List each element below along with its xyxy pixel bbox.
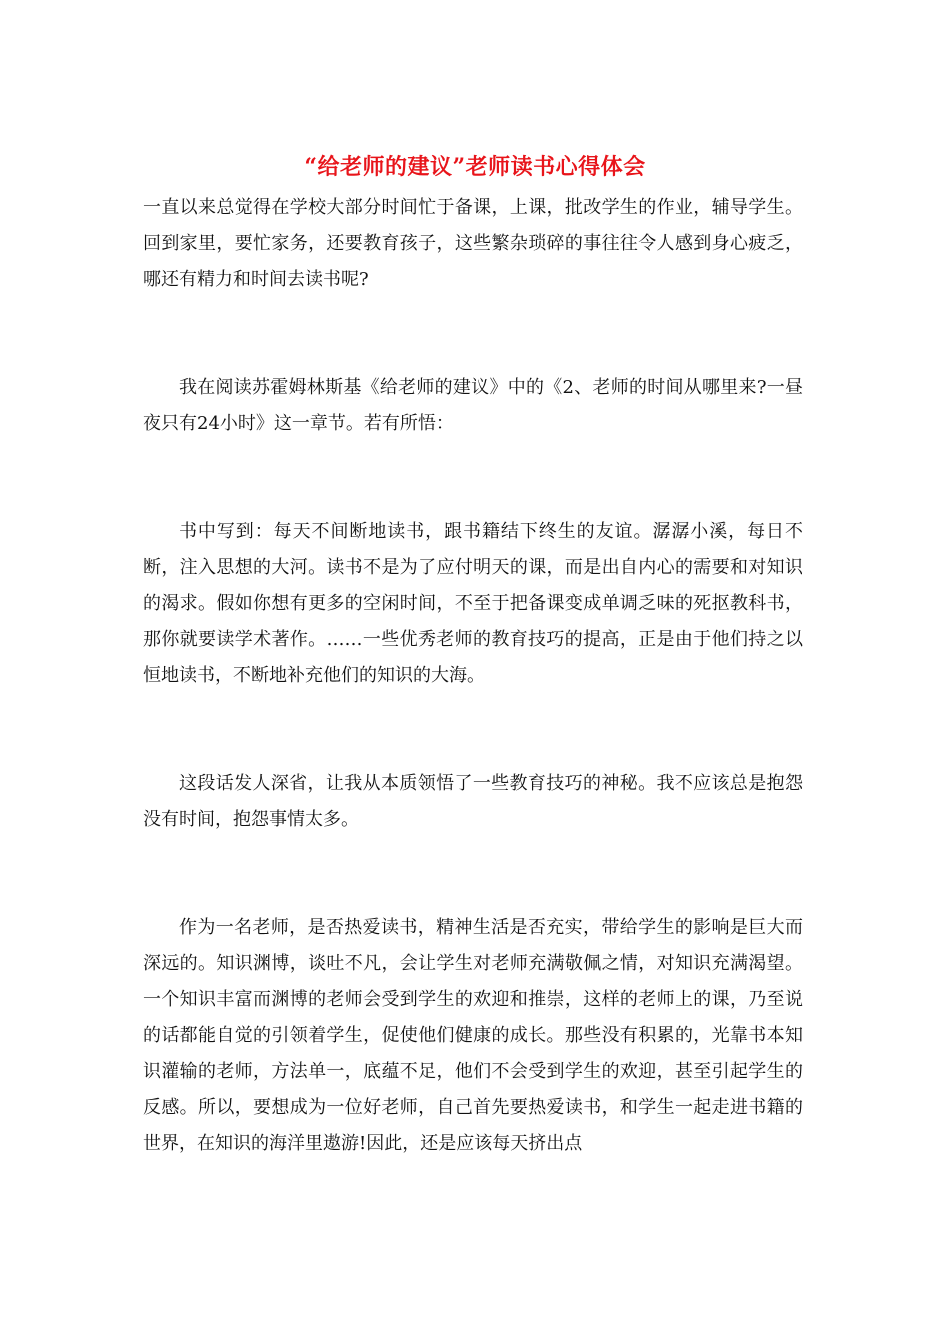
paragraph-spacer xyxy=(143,694,803,766)
paragraph-spacer xyxy=(143,838,803,910)
paragraph-1: 一直以来总觉得在学校大部分时间忙于备课，上课，批改学生的作业，辅导学生。回到家里，要忙家务，还要教育孩子，这些繁杂琐碎的事往往令人感到身心疲乏，哪还有精力和时间去读书呢? xyxy=(143,197,803,290)
paragraph-2: 我在阅读苏霍姆林斯基《给老师的建议》中的《2、老师的时间从哪里来?一昼夜只有24小时》这一章节。若有所悟： xyxy=(143,377,803,434)
document-title: “给老师的建议”老师读书心得体会 xyxy=(304,154,646,180)
paragraph-3: 书中写到：每天不间断地读书，跟书籍结下终生的友谊。潺潺小溪，每日不断，注入思想的大河。读书不是为了应付明天的课，而是出自内心的需要和对知识的渴求。假如你想有更多的空闲时间，不至于把备课变成单调乏味的死抠教科书，那你就要读学术著作。……一些优秀老师的教育技巧的提高，正是由于他们持之以恒地读书，不断地补充他们的知识的大海。 xyxy=(143,521,803,686)
document-body xyxy=(143,190,803,1162)
paragraph-spacer xyxy=(143,442,803,514)
paragraph-spacer xyxy=(143,298,803,370)
paragraph-4: 这段话发人深省，让我从本质领悟了一些教育技巧的神秘。我不应该总是抱怨没有时间，抱怨事情太多。 xyxy=(143,773,803,830)
paragraph-5: 作为一名老师，是否热爱读书，精神生活是否充实，带给学生的影响是巨大而深远的。知识渊博，谈吐不凡，会让学生对老师充满敬佩之情，对知识充满渴望。一个知识丰富而渊博的老师会受到学生的欢迎和推崇，这样的老师上的课，乃至说的话都能自觉的引领着学生，促使他们健康的成长。那些没有积累的，光靠书本知识灌输的老师，方法单一，底蕴不足，他们不会受到学生的欢迎，甚至引起学生的反感。所以，要想成为一位好老师，自己首先要热爱读书，和学生一起走进书籍的世界，在知识的海洋里遨游!因此，还是应该每天挤出点 xyxy=(143,917,803,1154)
